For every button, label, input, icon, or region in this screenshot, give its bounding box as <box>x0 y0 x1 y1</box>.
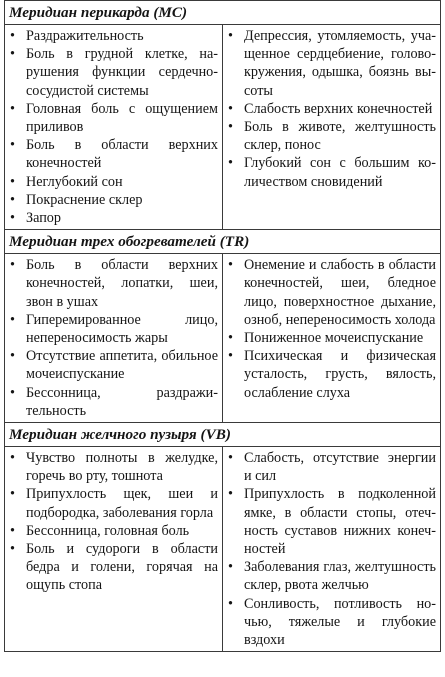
section-header-row <box>5 230 441 254</box>
list-item: • Боль в области верхних конечностей <box>10 137 218 172</box>
list-item: • Депрессия, утомляемость, учащенное сердцебиение, головокружения, одышка, боязнь высоты <box>228 28 436 99</box>
bullet-icon: • <box>10 46 15 63</box>
left-column <box>5 25 223 230</box>
list-item: • Чувство полноты в желудке, горечь во рту, тошнота <box>10 450 218 485</box>
bullet-icon: • <box>10 191 15 208</box>
left-column <box>5 447 223 652</box>
bullet-icon: • <box>10 541 15 558</box>
meridian-symptoms-table <box>4 0 441 652</box>
symptom-list <box>9 449 218 595</box>
list-item: • Припухлость в подколенной ямке, в области стопы, отечность суставов нижних конечностей <box>228 486 436 558</box>
section-title: Меридиан желчного пузыря (VB) <box>5 423 441 447</box>
bullet-icon: • <box>10 311 15 328</box>
list-item: • Покраснение склер <box>10 191 143 208</box>
right-column <box>223 447 441 652</box>
section-header-row <box>5 423 441 447</box>
bullet-icon: • <box>10 257 15 274</box>
bullet-icon: • <box>10 486 15 503</box>
left-column <box>5 254 223 423</box>
list-item: • Пониженное мочеиспускание <box>228 330 424 347</box>
bullet-icon: • <box>228 450 233 467</box>
bullet-icon: • <box>10 210 15 227</box>
symptom-list <box>227 27 436 191</box>
list-item: • Слабость верхних конечностей <box>228 100 433 117</box>
bullet-icon: • <box>228 257 233 274</box>
bullet-icon: • <box>10 28 15 44</box>
list-item: • Психическая и физическая усталость, грусть, вялость, ослабление слуха <box>228 348 436 401</box>
list-item: • Сонливость, потливость ночью, тяжелые и глубокие вздохи <box>228 595 436 649</box>
symptom-list <box>9 27 218 227</box>
bullet-icon: • <box>10 137 15 154</box>
list-item: • Слабость, отсутствие энергии и сил <box>228 450 436 485</box>
section-header-row <box>5 1 441 25</box>
bullet-icon: • <box>10 522 15 539</box>
bullet-icon: • <box>228 486 233 503</box>
bullet-icon: • <box>228 119 233 136</box>
list-item: • Бессонница, головная боль <box>10 522 190 539</box>
bullet-icon: • <box>228 155 233 172</box>
symptom-list <box>9 256 218 420</box>
list-item: • Заболевания глаз, желтушность склер, рвота желчью <box>228 559 436 594</box>
bullet-icon: • <box>228 559 233 576</box>
list-item: • Неглубокий сон <box>10 173 123 190</box>
symptom-list <box>227 449 436 649</box>
list-item: • Боль и судороги в области бедра и голени, горячая на ощупь стопа <box>10 541 218 594</box>
section-title: Меридиан перикарда (MC) <box>5 1 441 25</box>
bullet-icon: • <box>228 348 233 365</box>
list-item: • Глубокий сон с большим количеством сновидений <box>228 155 436 190</box>
bullet-icon: • <box>10 348 15 365</box>
bullet-icon: • <box>228 28 233 44</box>
section-body-row <box>5 254 441 423</box>
list-item: • Отсутствие аппетита, обильное мочеиспускание <box>10 348 218 383</box>
list-item: • Онемение и слабость в области конечностей, шеи, бледное лицо, поверхностное дыхание, озноб, непереносимость холода <box>228 257 436 328</box>
bullet-icon: • <box>10 173 15 190</box>
list-item: • Боль в животе, желтушность склер, понос <box>228 119 436 154</box>
bullet-icon: • <box>10 450 15 467</box>
section-title: Меридиан трех обогревателей (TR) <box>5 230 441 254</box>
bullet-icon: • <box>10 100 15 117</box>
bullet-icon: • <box>228 595 233 612</box>
bullet-icon: • <box>228 100 233 117</box>
list-item: • Бессонница, раздражительность <box>10 384 218 419</box>
list-item: • Припухлость щек, шеи и подбородка, заболевания горла <box>10 486 218 521</box>
list-item: • Головная боль с ощущением приливов <box>10 100 218 136</box>
list-item: • Боль в грудной клетке, нарушения функции сердечно-сосудистой системы <box>10 46 218 99</box>
bullet-icon: • <box>10 384 15 401</box>
list-item: • Запор <box>10 210 61 227</box>
list-item: • Боль в области верхних конечностей, лопатки, шеи, звон в ушах <box>10 257 218 310</box>
symptom-list <box>227 256 436 402</box>
section-body-row <box>5 25 441 230</box>
section-body-row <box>5 447 441 652</box>
bullet-icon: • <box>228 330 233 347</box>
right-column <box>223 25 441 230</box>
list-item: • Раздражительность <box>10 28 144 44</box>
list-item: • Гиперемированное лицо, непереносимость жары <box>10 311 218 347</box>
right-column <box>223 254 441 423</box>
